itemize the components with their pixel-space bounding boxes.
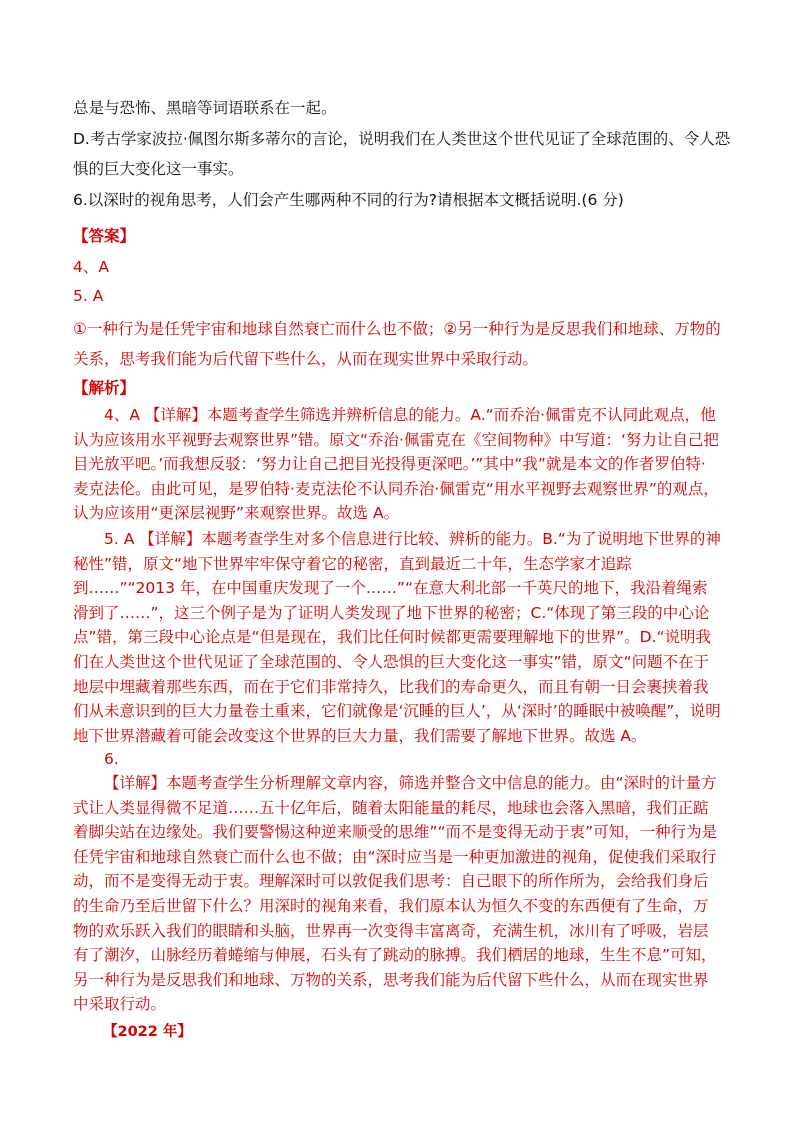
analysis-header: 【解析】 [73, 379, 136, 397]
answer-header: 【答案】 [73, 227, 136, 245]
analysis-paragraph-5: 5. A 【详解】本题考查学生对多个信息进行比较、辨析的能力。B.“为了说明地下世界的神秘性”错，原文“地下世界牢牢保守着它的秘密，直到最近二十年，生态学家才追踪到……”“2013 年，在中国重庆发现了一个……”“在意大利北部一千英尺的地下，我沿着绳索滑到了……”，这三个例子是为了证明人类发现了地下世界的秘密；C.“体现了第三段的中心论点”错，第三段中心论点是“但是现在，我们比任何时候都更需要理解地下的世界”。D.“说明我们在人类世这个世代见证了全球范围的、令人恐惧的巨大变化这一事实”错，原文“问题不在于地层中埋藏着那些东西，而在于它们非常持久，比我们的寿命更久，而且有朝一日会裹挟着我们从未意识到的巨大力量卷土重来，它们就像是‘沉睡的巨人’，从‘深时’的睡眠中被唤醒”，说明地下世界潜藏着可能会改变这个世界的巨大力量，我们需要了解地下世界。故选 A。 [73, 530, 721, 745]
answer-5: 5. A [73, 287, 104, 305]
question-text-line: 总是与恐怖、黑暗等词语联系在一起。 [73, 99, 337, 117]
answer-6: ①一种行为是任凭宇宙和地球自然衰亡而什么也不做；②另一种行为是反思我们和地球、万物的关系，思考我们能为后代留下些什么，从而在现实世界中采取行动。 [73, 320, 721, 368]
analysis-number-6: 6. [104, 750, 119, 768]
question-6: 6.以深时的视角思考，人们会产生哪两种不同的行为?请根据本文概括说明.(6 分) [73, 191, 624, 209]
question-option-d: D.考古学家波拉·佩图尔斯多蒂尔的言论，说明我们在人类世这个世代见证了全球范围的、令人恐惧的巨大变化这一事实。 [73, 130, 731, 178]
analysis-paragraph-6: 【详解】本题考查学生分析理解文章内容，筛选并整合文中信息的能力。由“深时的计量方式让人类显得微不足道……五十亿年后，随着太阳能量的耗尽，地球也会落入黑暗，我们正踮着脚尖站在边缘处。我们要警惕这种逆来顺受的思维”“而不是变得无动于衷”可知，一种行为是任凭宇宙和地球自然衰亡而什么也不做；由“深时应当是一种更加激进的视角，促使我们采取行动，而不是变得无动于衷。理解深时可以敦促我们思考：自己眼下的所作所为，会给我们身后的生命乃至后世留下什么？用深时的视角来看，我们原本认为恒久不变的东西便有了生命，万物的欢乐跃入我们的眼睛和头脑，世界再一次变得丰富离奇，充满生机，冰川有了呼吸，岩层有了潮汐，山脉经历着蜷缩与伸展，石头有了跳动的脉搏。我们栖居的地球，生生不息”可知，另一种行为是反思我们和地球、万物的关系，思考我们能为后代留下些什么，从而在现实世界中采取行动。 [73, 774, 718, 1014]
analysis-paragraph-4: 4、A 【详解】本题考查学生筛选并辨析信息的能力。A.“而乔治·佩雷克不认同此观点，他认为应该用水平视野去观察世界”错。原文“乔治·佩雷克在《空间物种》中写道：‘努力让自己把目光放平吧。’而我想反驳：‘努力让自己把目光投得更深吧。’”其中“我”就是本文的作者罗伯特·麦克法伦。由此可见，是罗伯特·麦克法伦不认同乔治·佩雷克“用水平视野去观察世界”的观点，认为应该用“更深层视野”来观察世界。故选 A。 [73, 406, 719, 523]
section-year-header: 【2022 年】 [103, 1024, 192, 1040]
answer-4: 4、A [73, 258, 109, 276]
